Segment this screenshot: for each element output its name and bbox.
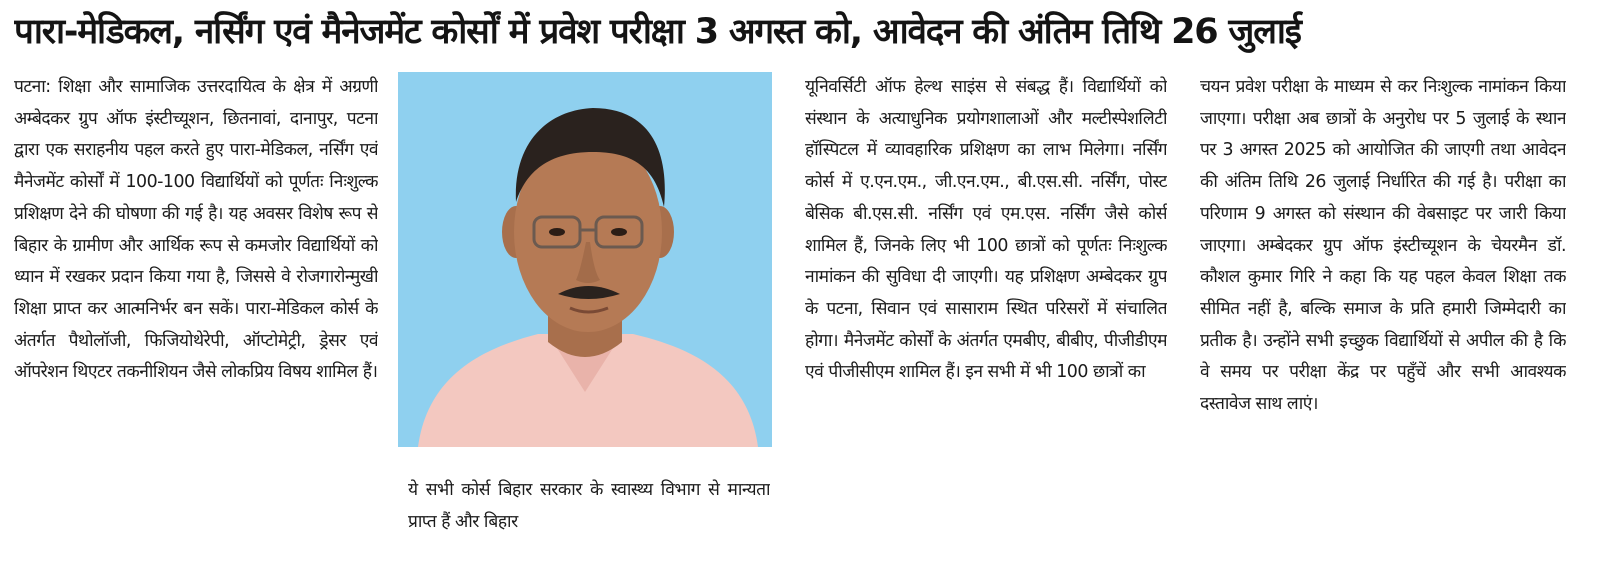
right-eye — [611, 228, 627, 236]
portrait-illustration — [398, 72, 772, 447]
article-column-3: यूनिवर्सिटी ऑफ हेल्थ साइंस से संबद्ध हैं। विद्यार्थियों को संस्थान के अत्याधुनिक प्रयोगशालाओं और मल्टीस्पेशलिटी हॉस्पिटल में व्यावहारिक प्रशिक्षण का लाभ मिलेगा। नर्सिंग कोर्स में ए.एन.एम., जी.एन.एम., बी.एस.सी. नर्सिंग, पोस्ट बेसिक बी.एस.सी. नर्सिंग एवं एम.एस. नर्सिंग जैसे कोर्स शामिल हैं, जिनके लिए भी 100 छात्रों को पूर्णतः निःशुल्क नामांकन की सुविधा दी जाएगी। यह प्रशिक्षण अम्बेदकर ग्रुप के पटना, सिवान एवं सासाराम स्थित परिसरों में संचालित होगा। मैनेजमेंट कोर्सों के अंतर्गत एमबीए, बीबीए, पीजीडीएम एवं पीजीसीएम शामिल हैं। इन सभी में भी 100 छात्रों का — [805, 77, 1167, 383]
article-column-4: चयन प्रवेश परीक्षा के माध्यम से कर निःशुल्क नामांकन किया जाएगा। परीक्षा अब छात्रों के अनुरोध पर 5 जुलाई के स्थान पर 3 अगस्त 2025 को आयोजित की जाएगी तथा आवेदन की अंतिम तिथि 26 जुलाई निर्धारित की गई है। परीक्षा का परिणाम 9 अगस्त को संस्थान की वेबसाइट पर जारी किया जाएगा। अम्बेदकर ग्रुप ऑफ इंस्टीच्यूशन के चेयरमैन डॉ. कौशल कुमार गिरि ने कहा कि यह पहल केवल शिक्षा तक सीमित नहीं है, बल्कि समाज के प्रति हमारी जिम्मेदारी का प्रतीक है। उन्होंने सभी इच्छुक विद्यार्थियों से अपील की है कि वे समय पर परीक्षा केंद्र पर पहुँचें और सभी आवश्यक दस्तावेज साथ लाएं। — [1200, 77, 1566, 415]
photo-caption-text: ये सभी कोर्स बिहार सरकार के स्वास्थ्य विभाग से मान्यता प्राप्त हैं और बिहार — [408, 480, 770, 532]
portrait-photo — [398, 72, 772, 447]
article-column-1: पटना: शिक्षा और सामाजिक उत्तरदायित्व के क्षेत्र में अग्रणी अम्बेदकर ग्रुप ऑफ इंस्टीच्यूशन, छितनावां, दानापुर, पटना द्वारा एक सराहनीय पहल करते हुए पारा-मेडिकल, नर्सिंग एवं मैनेजमेंट कोर्सों में 100-100 विद्यार्थियों को पूर्णतः निःशुल्क प्रशिक्षण देने की घोषणा की गई है। यह अवसर विशेष रूप से बिहार के ग्रामीण और आर्थिक रूप से कमजोर विद्यार्थियों को ध्यान में रखकर प्रदान किया गया है, जिससे वे रोजगारोन्मुखी शिक्षा प्राप्त कर आत्मनिर्भर बन सकें। पारा-मेडिकल कोर्स के अंतर्गत पैथोलॉजी, फिजियोथेरेपी, ऑप्टोमेट्री, ड्रेसर एवं ऑपरेशन थिएटर तकनीशियन जैसे लोकप्रिय विषय शामिल हैं। — [14, 77, 378, 383]
left-eye — [549, 228, 565, 236]
headline: पारा-मेडिकल, नर्सिंग एवं मैनेजमेंट कोर्सों में प्रवेश परीक्षा 3 अगस्त को, आवेदन की अंतिम तिथि 26 जुलाई — [14, 12, 1301, 52]
